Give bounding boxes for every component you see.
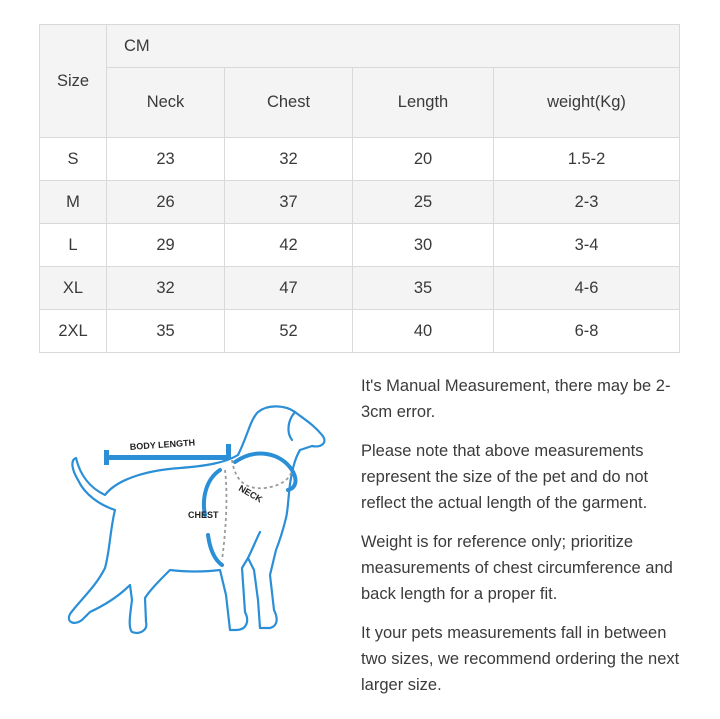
- neck-cell: 23: [107, 138, 225, 181]
- length-cell: 25: [353, 181, 494, 224]
- body-length-label: BODY LENGTH: [129, 437, 196, 452]
- weight-cell: 4-6: [494, 267, 680, 310]
- table-row: [40, 181, 680, 224]
- size-cell: XL: [40, 267, 107, 310]
- dog-measurement-diagram: [60, 400, 335, 655]
- length-cell: 35: [353, 267, 494, 310]
- note-paragraph: It's Manual Measurement, there may be 2-3cm error.: [361, 377, 671, 421]
- note-paragraph: It your pets measurements fall in between two sizes, we recommend ordering the next larger size.: [361, 624, 680, 694]
- size-cell: S: [40, 138, 107, 181]
- note-paragraph: Please note that above measurements represent the size of the pet and do not reflect the actual length of the garment.: [361, 442, 649, 512]
- chest-cell: 32: [225, 138, 353, 181]
- table-row: [40, 310, 680, 353]
- length-cell: 20: [353, 138, 494, 181]
- unit-header: CM: [107, 25, 680, 68]
- column-header-length: Length: [353, 68, 494, 138]
- chest-cell: 42: [225, 224, 353, 267]
- chest-cell: 47: [225, 267, 353, 310]
- neck-cell: 32: [107, 267, 225, 310]
- weight-cell: 6-8: [494, 310, 680, 353]
- table-row: [40, 224, 680, 267]
- weight-cell: 3-4: [494, 224, 680, 267]
- size-cell: M: [40, 181, 107, 224]
- size-cell: L: [40, 224, 107, 267]
- size-chart-table: [39, 24, 680, 353]
- measurement-notes: [361, 373, 691, 711]
- chest-label: CHEST: [188, 510, 219, 520]
- neck-cell: 35: [107, 310, 225, 353]
- length-cell: 30: [353, 224, 494, 267]
- weight-cell: 2-3: [494, 181, 680, 224]
- neck-label: NECK: [237, 483, 265, 505]
- size-header: Size: [40, 25, 107, 138]
- table-row: [40, 138, 680, 181]
- neck-cell: 26: [107, 181, 225, 224]
- neck-cell: 29: [107, 224, 225, 267]
- chest-cell: 52: [225, 310, 353, 353]
- table-row: [40, 267, 680, 310]
- note-paragraph: Weight is for reference only; prioritize measurements of chest circumference and back length for a proper fit.: [361, 533, 673, 603]
- weight-cell: 1.5-2: [494, 138, 680, 181]
- length-cell: 40: [353, 310, 494, 353]
- column-header-weight: weight(Kg): [494, 68, 680, 138]
- chest-cell: 37: [225, 181, 353, 224]
- column-header-chest: Chest: [225, 68, 353, 138]
- column-header-neck: Neck: [107, 68, 225, 138]
- size-cell: 2XL: [40, 310, 107, 353]
